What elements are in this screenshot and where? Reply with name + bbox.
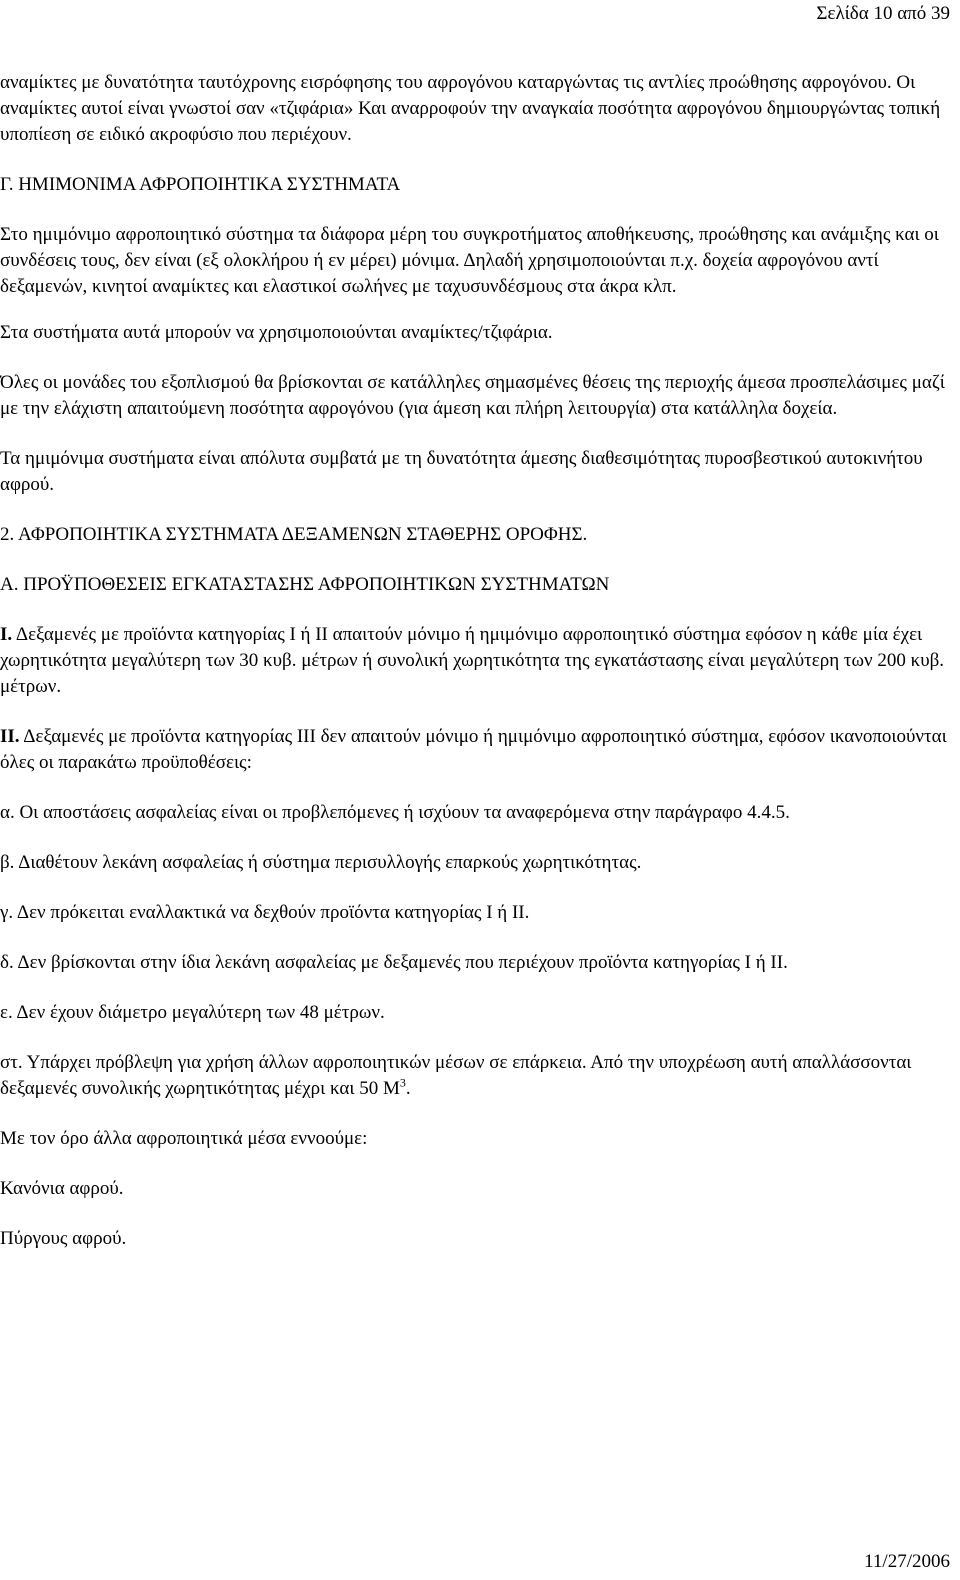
foam-towers-item: Πύργους αφρού.	[0, 1228, 127, 1249]
semi-permanent-paragraph: Στο ημιμόνιμο αφροποιητικό σύστημα τα διάφορα μέρη του συγκροτήματος αποθήκευσης, προώθησης και ανάμιξης και οι συνδέσεις τους, δεν είναι (εξ ολοκλήρου ή εν μέρει) μόνιμα. Δηλαδή χρησιμοποιούνται π.χ. δοχεία αφρογόνου αντί δεξαμενών, κινητοί αναμίκτες και ελαστικοί σωλήνες με ταχυσυνδέσμους στα άκρα κλπ.	[0, 224, 939, 297]
condition-g: γ. Δεν πρόκειται εναλλακτικά να δεχθούν προϊόντα κατηγορίας Ι ή ΙΙ.	[0, 902, 530, 923]
section-heading-2: 2. ΑΦΡΟΠΟΙΗΤΙΚΑ ΣΥΣΤΗΜΑΤΑ ΔΕΞΑΜΕΝΩΝ ΣΤΑΘΕΡΗΣ ΟΡΟΦΗΣ.	[0, 524, 588, 545]
condition-b: β. Διαθέτουν λεκάνη ασφαλείας ή σύστημα περισυλλογής επαρκούς χωρητικότητας.	[0, 852, 642, 873]
condition-st-text: στ. Υπάρχει πρόβλεψη για χρήση άλλων αφροποιητικών μέσων σε επάρκεια. Από την υποχρέωση αυτή απαλλάσσονται δεξαμενές συνολικής χωρητικότητας μέχρι και 50 Μ	[0, 1052, 912, 1099]
other-means-paragraph: Με τον όρο άλλα αφροποιητικά μέσα εννοούμε:	[0, 1128, 368, 1149]
mixers-paragraph: Στα συστήματα αυτά μπορούν να χρησιμοποιούνται αναμίκτες/τζιφάρια.	[0, 322, 553, 343]
foam-cannons-item: Κανόνια αφρού.	[0, 1178, 124, 1199]
requirement-i-label: Ι.	[0, 624, 13, 645]
compatibility-paragraph: Τα ημιμόνιμα συστήματα είναι απόλυτα συμβατά με τη δυνατότητα άμεσης διαθεσιμότητας πυροσβεστικού αυτοκινήτου αφρού.	[0, 448, 923, 495]
condition-a: α. Οι αποστάσεις ασφαλείας είναι οι προβλεπόμενες ή ισχύουν τα αναφερόμενα στην παράγραφο 4.4.5.	[0, 802, 790, 823]
page-date-footer: 11/27/2006	[864, 1551, 950, 1572]
condition-d: δ. Δεν βρίσκονται στην ίδια λεκάνη ασφαλείας με δεξαμενές που περιέχουν προϊόντα κατηγορίας Ι ή ΙΙ.	[0, 952, 788, 973]
requirement-i-paragraph	[0, 622, 950, 700]
section-heading-g: Γ. ΗΜΙΜΟΝΙΜΑ ΑΦΡΟΠΟΙΗΤΙΚΑ ΣΥΣΤΗΜΑΤΑ	[0, 174, 401, 195]
page-number-header: Σελίδα 10 από 39	[816, 3, 950, 24]
condition-st	[0, 1050, 950, 1102]
cubic-superscript: 3	[399, 1075, 406, 1090]
requirement-ii-text: Δεξαμενές με προϊόντα κατηγορίας ΙΙΙ δεν απαιτούν μόνιμο ή ημιμόνιμο αφροποιητικό σύστημα, εφόσον ικανοποιούνται όλες οι παρακάτω προϋποθέσεις:	[0, 726, 947, 773]
intro-paragraph: αναμίκτες με δυνατότητα ταυτόχρονης εισρόφησης του αφρογόνου καταργώντας τις αντλίες προώθησης αφρογόνου. Οι αναμίκτες αυτοί είναι γνωστοί σαν «τζιφάρια» Και αναρροφούν την αναγκαία ποσότητα αφρογόνου δημιουργώντας τοπική υποπίεση σε ειδικό ακροφύσιο που περιέχουν.	[0, 72, 941, 145]
requirement-ii-label: ΙΙ.	[0, 726, 20, 747]
equipment-units-paragraph: Όλες οι μονάδες του εξοπλισμού θα βρίσκονται σε κατάλληλες σημασμένες θέσεις της περιοχής άμεσα προσπελάσιμες μαζί με την ελάχιστη απαιτούμενη ποσότητα αφρογόνου (για άμεση και πλήρη λειτουργία) στα κατάλληλα δοχεία.	[0, 372, 945, 419]
condition-e: ε. Δεν έχουν διάμετρο μεγαλύτερη των 48 μέτρων.	[0, 1002, 385, 1023]
section-heading-a: Α. ΠΡΟΫΠΟΘΕΣΕΙΣ ΕΓΚΑΤΑΣΤΑΣΗΣ ΑΦΡΟΠΟΙΗΤΙΚΩΝ ΣΥΣΤΗΜΑΤΩΝ	[0, 574, 610, 595]
requirement-ii-paragraph	[0, 724, 950, 776]
document-body	[0, 70, 950, 1252]
condition-st-end: .	[405, 1078, 411, 1099]
requirement-i-text: Δεξαμενές με προϊόντα κατηγορίας Ι ή ΙΙ απαιτούν μόνιμο ή ημιμόνιμο αφροποιητικό σύστημα εφόσον η κάθε μία έχει χωρητικότητα μεγαλύτερη των 30 κυβ. μέτρων ή συνολική χωρητικότητα της εγκατάστασης είναι μεγαλύτερη των 200 κυβ. μέτρων.	[0, 624, 945, 697]
